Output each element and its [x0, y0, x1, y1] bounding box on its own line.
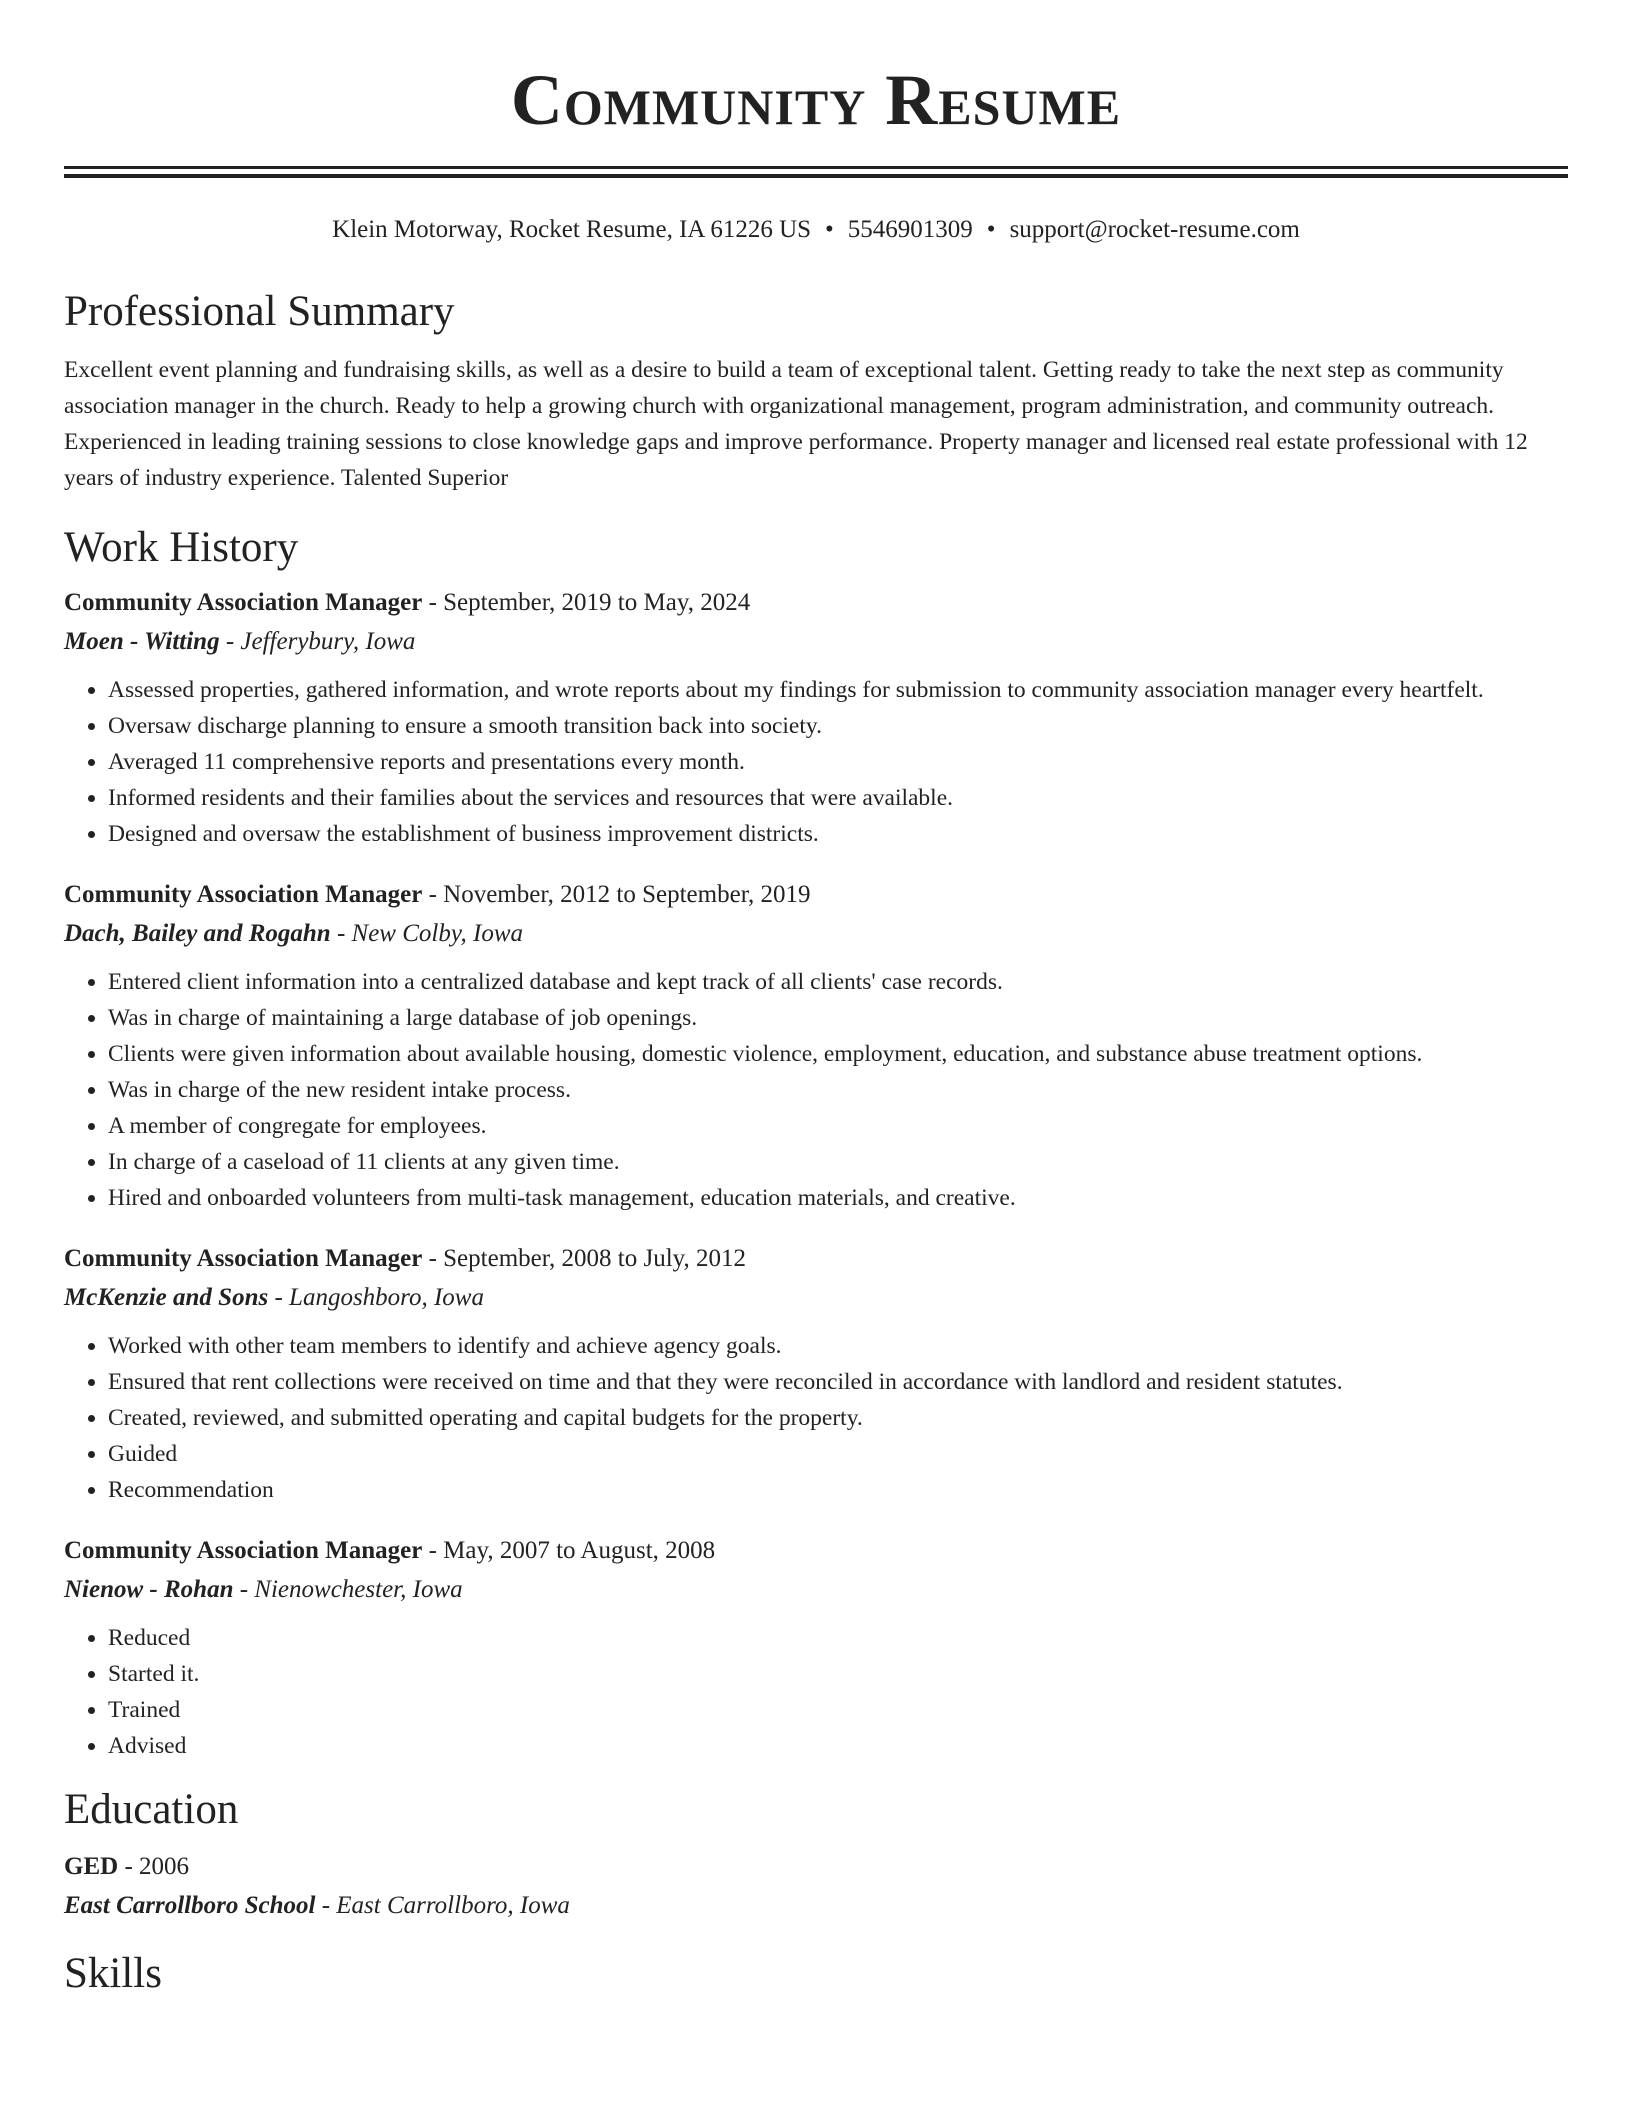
education-school-line: [64, 1886, 1568, 1926]
contact-address: Klein Motorway, Rocket Resume, IA 61226 US: [332, 216, 812, 243]
employer-location: - Langoshboro, Iowa: [268, 1284, 484, 1311]
job-entry: [64, 1240, 1568, 1508]
employer-name: Dach, Bailey and Rogahn: [64, 920, 331, 947]
job-bullet: • Created, reviewed, and submitted operating and capital budgets for the property.: [108, 1400, 1568, 1436]
resume-title: Community Resume: [510, 60, 1122, 140]
job-entry: [64, 876, 1568, 1216]
employer-line: [64, 1570, 1568, 1610]
job-bullet: • Informed residents and their families about the services and resources that were available.: [108, 780, 1568, 816]
job-dates: - May, 2007 to August, 2008: [422, 1537, 716, 1564]
employer-line: [64, 1278, 1568, 1318]
work-history-heading: Work History: [64, 524, 299, 571]
employer-line: [64, 914, 1568, 954]
education-year: - 2006: [118, 1853, 190, 1880]
employer-location: - Jefferybury, Iowa: [219, 628, 416, 655]
job-entry: [64, 1532, 1568, 1764]
job-bullet: • Designed and oversaw the establishment of business improvement districts.: [108, 816, 1568, 852]
skills-heading: Skills: [64, 1950, 162, 1997]
employer-location: - New Colby, Iowa: [330, 920, 524, 947]
job-header: [64, 584, 1568, 622]
job-bullet: • Recommendation: [108, 1472, 1568, 1508]
job-bullet: • Averaged 11 comprehensive reports and presentations every month.: [108, 744, 1568, 780]
education-degree: GED: [64, 1853, 119, 1880]
job-dates: - September, 2019 to May, 2024: [422, 589, 751, 616]
job-bullet: • Started it.: [108, 1656, 1568, 1692]
job-bullet: • Was in charge of the new resident intake process.: [108, 1072, 1568, 1108]
title-divider-top: [64, 166, 1568, 169]
job-bullet: • Guided: [108, 1436, 1568, 1472]
education-degree-line: [64, 1848, 1568, 1886]
education-school: East Carrollboro School: [64, 1892, 316, 1919]
contact-separator: •: [986, 216, 996, 243]
job-bullets: [64, 1620, 1568, 1764]
summary-heading: Professional Summary: [64, 288, 455, 335]
job-header: [64, 1240, 1568, 1278]
job-bullet: • Trained: [108, 1692, 1568, 1728]
job-header: [64, 1532, 1568, 1570]
job-bullet: • Was in charge of maintaining a large database of job openings.: [108, 1000, 1568, 1036]
employer-line: [64, 622, 1568, 662]
resume-page: [64, 0, 1568, 2000]
job-title: Community Association Manager: [64, 589, 423, 616]
contact-line: [64, 214, 1568, 246]
employer-name: Moen - Witting: [64, 628, 220, 655]
job-bullet: • Ensured that rent collections were received on time and that they were reconciled in accordance with landlord and resident statutes.: [108, 1364, 1568, 1400]
job-bullet: • Hired and onboarded volunteers from multi-task management, education materials, and creative.: [108, 1180, 1568, 1216]
job-title: Community Association Manager: [64, 1245, 423, 1272]
job-bullet: • A member of congregate for employees.: [108, 1108, 1568, 1144]
employer-location: - Nienowchester, Iowa: [233, 1576, 463, 1603]
job-bullet: • Assessed properties, gathered information, and wrote reports about my findings for submission to community association manager every heartfelt.: [108, 672, 1568, 708]
job-bullet: • Worked with other team members to identify and achieve agency goals.: [108, 1328, 1568, 1364]
job-bullet: • Oversaw discharge planning to ensure a smooth transition back into society.: [108, 708, 1568, 744]
job-bullets: [64, 964, 1568, 1216]
education-entry: [64, 1848, 1568, 1926]
job-title: Community Association Manager: [64, 881, 423, 908]
job-header: [64, 876, 1568, 914]
title-divider-bottom: [64, 174, 1568, 178]
job-dates: - November, 2012 to September, 2019: [422, 881, 811, 908]
job-bullet: • Reduced: [108, 1620, 1568, 1656]
contact-email: support@rocket-resume.com: [1009, 216, 1300, 243]
employer-name: Nienow - Rohan: [64, 1576, 234, 1603]
contact-separator: •: [825, 216, 834, 243]
job-bullet: • In charge of a caseload of 11 clients at any given time.: [108, 1144, 1568, 1180]
job-title: Community Association Manager: [64, 1537, 423, 1564]
summary-text: Excellent event planning and fundraising skills, as well as a desire to build a team of exceptional talent. Getting ready to take the next step as community association manager in the church. Ready to help a growing church with organizational management, program administration, and community outreach. Experienced in leading training sessions to close knowledge gaps and improve performance. Property manager and licensed real estate professional with 12 years of industry experience. Talented Superior: [64, 357, 1528, 491]
contact-phone: 5546901309: [847, 216, 973, 243]
education-location: - East Carrollboro, Iowa: [315, 1892, 570, 1919]
job-bullet: • Advised: [108, 1728, 1568, 1764]
job-dates: - September, 2008 to July, 2012: [422, 1245, 747, 1272]
job-entry: [64, 584, 1568, 852]
job-bullet: • Entered client information into a centralized database and kept track of all clients' case records.: [108, 964, 1568, 1000]
work-history-list: [64, 584, 1568, 1764]
job-bullets: [64, 672, 1568, 852]
employer-name: McKenzie and Sons: [64, 1284, 269, 1311]
education-heading: Education: [64, 1786, 239, 1833]
job-bullets: [64, 1328, 1568, 1508]
job-bullet: • Clients were given information about available housing, domestic violence, employment, education, and substance abuse treatment options.: [108, 1036, 1568, 1072]
